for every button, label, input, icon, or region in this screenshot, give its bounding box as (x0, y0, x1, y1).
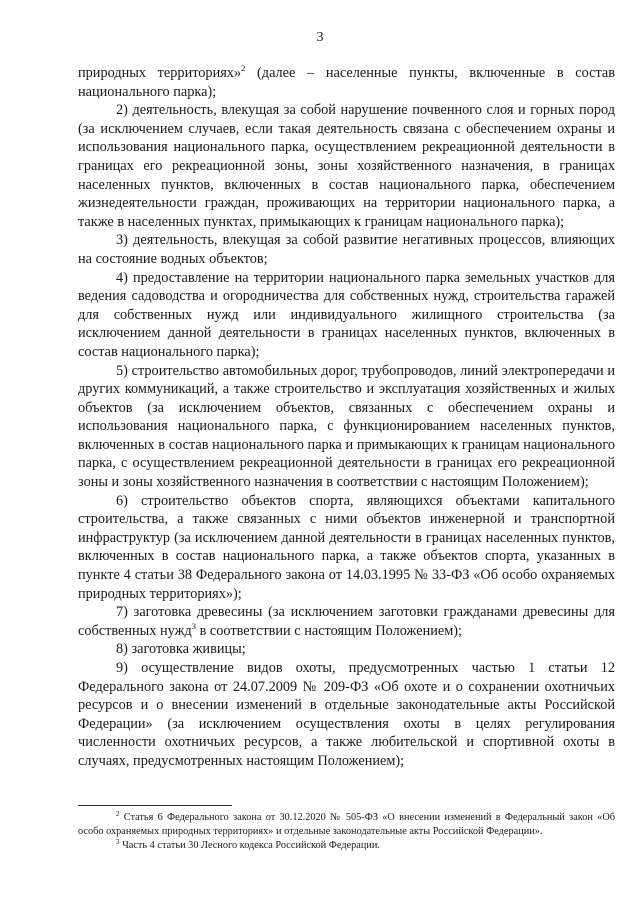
list-item-7 (78, 603, 615, 640)
paragraph-text: в соответствии с настоящим Положением); (196, 622, 463, 639)
paragraph-text: природных территориях» (78, 65, 242, 81)
paragraph-continuation (78, 64, 615, 101)
page-number: 3 (316, 30, 324, 45)
footnote-mark: 3 (116, 838, 120, 846)
list-item-5: 5) строительство автомобильных дорог, трубопроводов, линий электропередачи и других коммуникаций, а также строительство и эксплуатация хозяйственных и жилых объектов (за исключением объектов, связанных с обеспечением охраны и использования национального парка, с функционированием населенных пунктов, включенных в состав национального парка и примыкающих к границам национального парка, с осуществлением рекреационной деятельности в границах его рекреационной зоны и зоны хозяйственного назначения в соответствии с настоящим Положением); (78, 362, 615, 491)
list-item-3: 3) деятельность, влекущая за собой развитие негативных процессов, влияющих на состояние водных объектов; (78, 232, 615, 267)
list-item-9: 9) осуществление видов охоты, предусмотренных частью 1 статьи 12 Федерального закона от 24.07.2009 № 209-ФЗ «Об охоте и о сохранении охотничьих ресурсов и о внесении изменений в отдельные законодательные акты Российской Федерации» (за исключением осуществления охоты в целях регулирования численности охотничьих ресурсов, а также любительской и спортивной охоты в случаях, предусмотренных настоящим Положением); (78, 660, 615, 769)
list-item-6: 6) строительство объектов спорта, являющихся объектами капитального строительства, а также связанных с ними объектов инженерной и транспортной инфраструктур (за исключением данной деятельности в границах населенных пунктов, включенных в состав национального парка, а также объектов спорта, указанных в пункте 4 статьи 38 Федерального закона от 14.03.1995 № 33-ФЗ «Об особо охраняемых природных территориях»); (78, 492, 615, 602)
footnote-text: Часть 4 статьи 30 Лесного кодекса Российской Федерации. (119, 840, 380, 851)
paragraph-text: (далее – населенные пункты, включенные в состав национального парка); (78, 65, 615, 100)
document-body (78, 64, 615, 771)
footnotes (78, 811, 615, 853)
footnote-mark: 2 (116, 810, 120, 818)
list-item-2: 2) деятельность, влекущая за собой нарушение почвенного слоя и горных пород (за исключением случаев, если такая деятельность связана с обеспечением охраны и использования национального парка, осуществлением рекреационной деятельности в границах его рекреационной зоны, зоны хозяйственного назначения, в границах населенных пунктов, включенных в состав национального парка, обеспечением жизнедеятельности граждан, проживающих на территории национального парка, а также в населенных пунктах, примыкающих к границам национального парка); (78, 102, 615, 230)
list-item-8: 8) заготовка живицы; (116, 641, 246, 658)
paragraph-text: 7) заготовка древесины (за исключением заготовки гражданами древесины для собственных нужд (78, 604, 615, 639)
footnote-divider (78, 805, 232, 806)
footnote-ref[interactable]: 3 (191, 620, 197, 631)
footnote-text: Статья 6 Федерального закона от 30.12.2020 № 505-ФЗ «О внесении изменений в Федеральный закон «Об особо охраняемых природных территориях» и отдельные законодательные акты Российской Федерации». (78, 812, 615, 837)
footnote-ref[interactable]: 2 (241, 63, 246, 73)
footnote-3 (78, 839, 615, 853)
footnote-2 (78, 811, 615, 839)
list-item-4: 4) предоставление на территории национального парка земельных участков для ведения садоводства и огородничества для собственных нужд, строительства гаражей для собственных нужд или индивидуального жилищного строительства (за исключением данной деятельности в границах населенных пунктов, включенных в состав национального парка); (78, 269, 615, 360)
